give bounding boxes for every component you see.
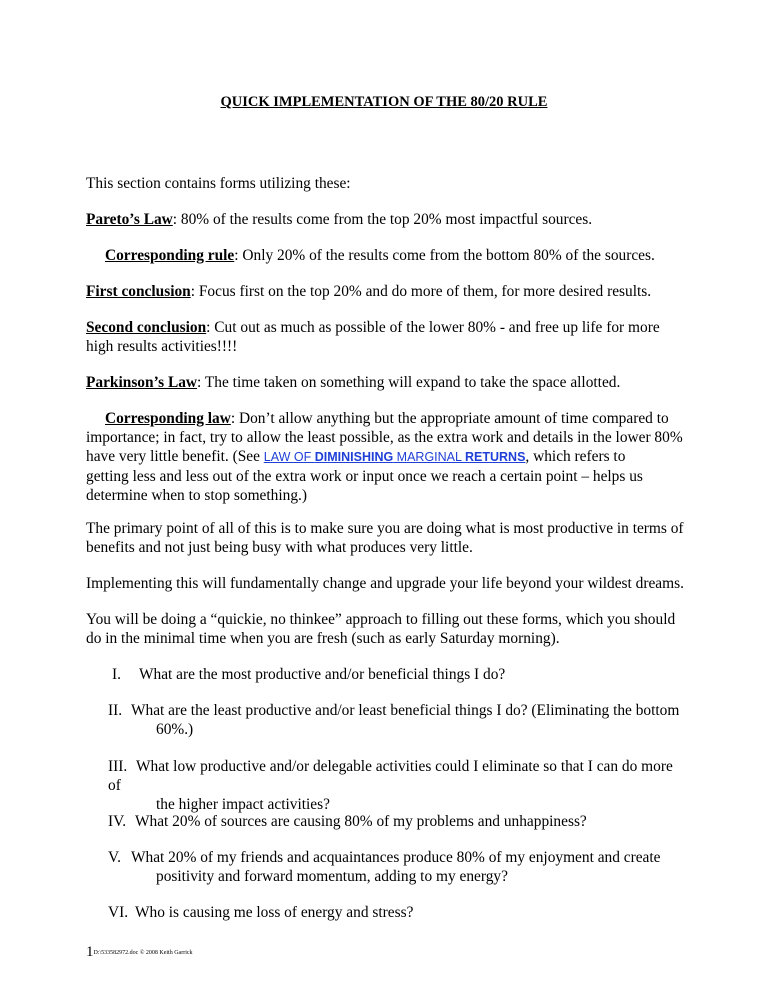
corresponding-law-line-5: determine when to stop something.) bbox=[86, 487, 307, 504]
question-3 bbox=[108, 757, 688, 814]
first-conclusion-paragraph bbox=[86, 282, 686, 301]
link-part-b[interactable]: DIMINISHING bbox=[314, 450, 394, 464]
corresponding-law-line-1: : Don’t allow anything but the appropriate amount of time compared to bbox=[230, 410, 669, 427]
corresponding-law-paragraph bbox=[86, 409, 696, 505]
parkinson-paragraph bbox=[86, 373, 686, 392]
question-3-line-1: What low productive and/or delegable activities could I eliminate so that I can do more of bbox=[108, 758, 673, 794]
pareto-paragraph bbox=[86, 210, 686, 229]
corresponding-law-line-3 bbox=[86, 447, 696, 467]
question-2-line-2: 60%.) bbox=[156, 721, 194, 738]
question-4 bbox=[108, 812, 688, 831]
diminishing-returns-link[interactable] bbox=[264, 450, 526, 464]
question-4-number: IV. bbox=[108, 813, 127, 830]
question-6-number: VI. bbox=[108, 904, 129, 921]
corresponding-law-line-4: getting less and less out of the extra work or input once we reach a certain point – helps us bbox=[86, 468, 643, 485]
link-part-a[interactable]: LAW OF bbox=[263, 450, 315, 464]
question-2-line-1: What are the least productive and/or least beneficial things I do? (Eliminating the bottom bbox=[131, 702, 680, 719]
quickie-paragraph bbox=[86, 610, 696, 648]
corresponding-rule-label: Corresponding rule bbox=[105, 247, 235, 264]
primary-point-paragraph bbox=[86, 519, 696, 557]
corresponding-rule-text: : Only 20% of the results come from the bottom 80% of the sources. bbox=[234, 247, 655, 264]
question-6 bbox=[108, 903, 688, 922]
footer-file-info: D:\533582972.doc © 2008 Keith Garrick bbox=[93, 950, 193, 956]
primary-point-line-1: The primary point of all of this is to make sure you are doing what is most productive in terms of bbox=[86, 520, 684, 537]
page-title: QUICK IMPLEMENTATION OF THE 80/20 RULE bbox=[220, 94, 548, 110]
question-6-text: Who is causing me loss of energy and stress? bbox=[135, 904, 414, 921]
question-5-number: V. bbox=[108, 849, 121, 866]
second-conclusion-text-1: : Cut out as much as possible of the lower 80% - and free up life for more bbox=[206, 319, 660, 336]
quickie-line-2: do in the minimal time when you are fresh (such as early Saturday morning). bbox=[86, 630, 560, 647]
second-conclusion-text-2: high results activities!!!! bbox=[86, 338, 238, 355]
corresponding-law-line-3-post: , which refers to bbox=[525, 448, 626, 465]
parkinson-text: : The time taken on something will expand to take the space allotted. bbox=[197, 374, 621, 391]
question-3-number: III. bbox=[108, 758, 128, 775]
question-1-text: What are the most productive and/or beneficial things I do? bbox=[139, 666, 506, 683]
implementing-paragraph bbox=[86, 574, 696, 593]
implementing-text: Implementing this will fundamentally change and upgrade your life beyond your wildest dreams. bbox=[86, 575, 684, 592]
link-part-c[interactable]: MARGINAL bbox=[393, 450, 465, 464]
intro-paragraph bbox=[86, 174, 686, 193]
question-4-text: What 20% of sources are causing 80% of my problems and unhappiness? bbox=[135, 813, 587, 830]
first-conclusion-text: : Focus first on the top 20% and do more of them, for more desired results. bbox=[190, 283, 652, 300]
corresponding-law-line-3-pre: have very little benefit. (See bbox=[86, 448, 264, 465]
question-2-number: II. bbox=[108, 702, 123, 719]
question-3-line-2: the higher impact activities? bbox=[156, 796, 330, 813]
second-conclusion-paragraph bbox=[86, 318, 686, 356]
corresponding-law-line-2: importance; in fact, try to allow the least possible, as the extra work and details in the lower 80% bbox=[86, 429, 683, 446]
link-part-d[interactable]: RETURNS bbox=[464, 450, 526, 464]
question-2 bbox=[108, 701, 688, 739]
corresponding-rule-paragraph bbox=[105, 246, 690, 265]
question-5-line-1: What 20% of my friends and acquaintances produce 80% of my enjoyment and create bbox=[131, 849, 661, 866]
question-5-line-2: positivity and forward momentum, adding to my energy? bbox=[156, 868, 508, 885]
question-1-number: I. bbox=[112, 666, 121, 683]
pareto-text: : 80% of the results come from the top 20% most impactful sources. bbox=[172, 211, 593, 228]
corresponding-law-label: Corresponding law bbox=[105, 410, 231, 427]
quickie-line-1: You will be doing a “quickie, no thinkee” approach to filling out these forms, which you should bbox=[86, 611, 676, 628]
page-footer bbox=[86, 942, 193, 963]
first-conclusion-label: First conclusion bbox=[86, 283, 191, 300]
page-number: 1 bbox=[86, 944, 94, 960]
question-5 bbox=[108, 848, 688, 886]
parkinson-label: Parkinson’s Law bbox=[86, 374, 198, 391]
question-1 bbox=[112, 665, 682, 684]
second-conclusion-label: Second conclusion bbox=[86, 319, 207, 336]
primary-point-line-2: benefits and not just being busy with what produces very little. bbox=[86, 539, 473, 556]
intro-text: This section contains forms utilizing these: bbox=[86, 175, 351, 192]
pareto-label: Pareto’s Law bbox=[86, 211, 173, 228]
